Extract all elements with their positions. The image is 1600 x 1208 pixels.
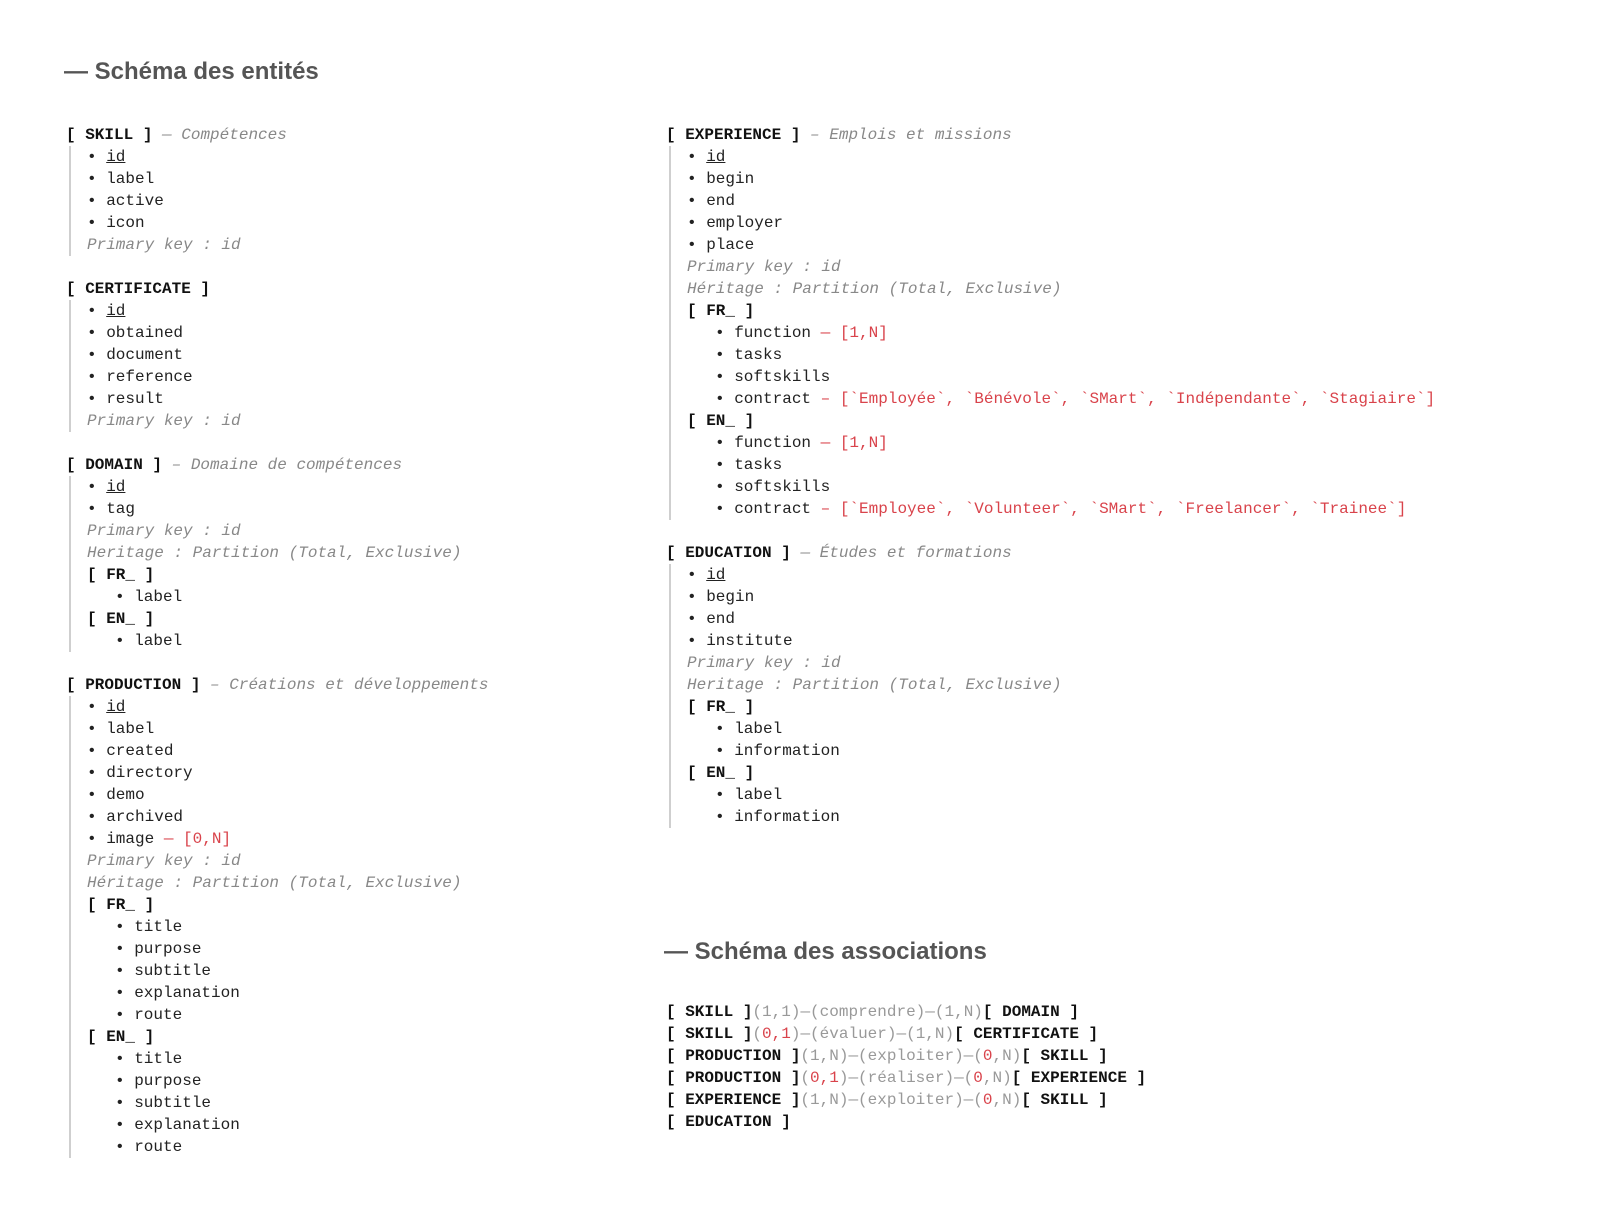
entity-meta: Primary key : id (687, 258, 841, 276)
sub-entity-name: EN_ (706, 764, 736, 782)
bracket-open: [ (87, 610, 107, 628)
field-name: institute (706, 632, 793, 650)
bracket-close: ] (735, 698, 755, 716)
entity-block (66, 278, 626, 432)
association-right-entity: [ SKILL ] (1021, 1047, 1108, 1065)
field-constraint: — [1,N] (820, 434, 888, 452)
field-row: • tasks (715, 456, 783, 474)
bracket-open: [ (666, 126, 686, 144)
bracket-close: ] (190, 280, 211, 298)
association-left-cardinality: (1,N) (800, 1091, 849, 1109)
cardinality-min: 0 (982, 1047, 993, 1065)
field-row: • subtitle (115, 1094, 212, 1112)
entity-name: EDUCATION (685, 544, 772, 562)
association-row (666, 1067, 1566, 1089)
field-row: • label (87, 170, 155, 188)
bracket-close: ] (133, 126, 153, 144)
entity-meta: Héritage : Partition (Total, Exclusive) (87, 874, 462, 892)
association-right-cardinality: (0,N) (973, 1047, 1022, 1065)
bracket-open: [ (687, 412, 707, 430)
field-row: • explanation (115, 1116, 240, 1134)
association-left-entity: [ EXPERIENCE ] (666, 1091, 801, 1109)
association-left-entity: [ SKILL ] (666, 1003, 753, 1021)
field-name: contract (734, 500, 812, 518)
association-left-entity: [ PRODUCTION ] (666, 1069, 801, 1087)
field-row: • title (115, 918, 183, 936)
field-row: • institute (687, 632, 793, 650)
entity-name: CERTIFICATE (85, 280, 191, 298)
field-name: obtained (106, 324, 184, 342)
entity-description: — Compétences (162, 126, 287, 144)
field-name: label (106, 720, 155, 738)
field-name: contract (734, 390, 812, 408)
primary-key-field: id (706, 566, 726, 584)
entity-meta: Primary key : id (87, 236, 241, 254)
entity-body (669, 146, 1586, 520)
sub-entity-header (687, 696, 1586, 718)
bracket-close: ] (135, 566, 155, 584)
bracket-open: [ (687, 302, 707, 320)
primary-key-field: id (106, 302, 126, 320)
field-row: • place (687, 236, 755, 254)
field-name: document (106, 346, 184, 364)
cardinality-value: 1,N (810, 1091, 839, 1109)
association-right-cardinality: (0,N) (963, 1069, 1012, 1087)
field-name: created (106, 742, 174, 760)
bracket-open: [ (66, 456, 86, 474)
bracket-open: [ (66, 676, 86, 694)
entity-meta: Heritage : Partition (Total, Exclusive) (87, 544, 462, 562)
field-row: • id (687, 566, 726, 584)
field-row: • label (715, 720, 783, 738)
bracket-close: ] (781, 126, 801, 144)
entity-body (69, 696, 626, 1158)
field-name: begin (706, 588, 755, 606)
sub-entity-name: EN_ (106, 610, 136, 628)
sub-entity-header (87, 894, 626, 916)
field-name: image (106, 830, 155, 848)
bracket-close: ] (142, 456, 163, 474)
field-name: softskills (734, 478, 831, 496)
field-name: route (134, 1138, 183, 1156)
sub-entity-name: FR_ (106, 896, 136, 914)
entity-meta: Heritage : Partition (Total, Exclusive) (687, 676, 1062, 694)
field-name: title (134, 1050, 183, 1068)
association-right-cardinality: (1,N) (934, 1003, 983, 1021)
association-row (666, 1111, 1566, 1133)
field-row: • id (87, 698, 126, 716)
field-name: tag (106, 500, 136, 518)
entities-left-column (66, 124, 626, 1180)
field-name: purpose (134, 1072, 202, 1090)
field-row: • id (87, 148, 126, 166)
field-row: • tasks (715, 346, 783, 364)
field-row: • function — [1,N] (715, 324, 888, 342)
field-row: • information (715, 742, 840, 760)
cardinality-min: 0 (982, 1091, 993, 1109)
entity-meta: Primary key : id (687, 654, 841, 672)
bracket-close: ] (181, 676, 201, 694)
bracket-close: ] (735, 302, 755, 320)
association-verb: —(évaluer)— (800, 1025, 907, 1043)
association-right-entity: [ EXPERIENCE ] (1011, 1069, 1147, 1087)
association-verb: —(exploiter)— (848, 1091, 974, 1109)
field-row: • id (87, 302, 126, 320)
field-name: end (706, 192, 736, 210)
field-row: • contract – [`Employée`, `Bénévole`, `SMart`, `Indépendante`, `Stagiaire`] (715, 390, 1436, 408)
sub-entity-header (87, 608, 626, 630)
sub-entity-header (687, 410, 1586, 432)
entity-block (666, 542, 1586, 828)
primary-key-field: id (706, 148, 726, 166)
field-row: • information (715, 808, 840, 826)
field-name: information (734, 808, 840, 826)
entity-body (69, 146, 626, 256)
entity-meta: Primary key : id (87, 852, 241, 870)
cardinality-value: 0,1 (810, 1069, 839, 1087)
field-name: tasks (734, 456, 783, 474)
field-name: softskills (734, 368, 831, 386)
association-right-cardinality: (1,N) (906, 1025, 955, 1043)
entity-body (669, 564, 1586, 828)
field-name: label (734, 786, 783, 804)
cardinality-min: 0 (973, 1069, 983, 1087)
entity-description: – Créations et développements (210, 676, 489, 694)
association-right-cardinality: (0,N) (973, 1091, 1022, 1109)
field-name: label (134, 588, 183, 606)
primary-key-field: id (106, 478, 126, 496)
field-row: • created (87, 742, 174, 760)
sub-entity-name: EN_ (706, 412, 736, 430)
field-name: function (734, 324, 812, 342)
bracket-open: [ (87, 566, 107, 584)
entity-name: SKILL (85, 126, 134, 144)
field-row: • archived (87, 808, 184, 826)
bracket-open: [ (687, 698, 707, 716)
entity-block (666, 124, 1586, 520)
entity-name: DOMAIN (85, 456, 143, 474)
sub-entity-header (87, 1026, 626, 1048)
sub-entity-header (687, 300, 1586, 322)
association-row (666, 1045, 1566, 1067)
bracket-open: [ (687, 764, 707, 782)
field-row: • tag (87, 500, 136, 518)
field-name: label (734, 720, 783, 738)
entity-description: – Emplois et missions (810, 126, 1012, 144)
field-name: employer (706, 214, 784, 232)
association-verb: —(exploiter)— (848, 1047, 974, 1065)
field-name: result (106, 390, 164, 408)
association-row (666, 1001, 1566, 1023)
field-row: • softskills (715, 368, 831, 386)
field-row: • route (115, 1138, 183, 1156)
entity-header (66, 674, 626, 696)
association-left-cardinality: (1,1) (752, 1003, 801, 1021)
field-constraint: – [`Employée`, `Bénévole`, `SMart`, `Indépendante`, `Stagiaire`] (820, 390, 1436, 408)
field-row: • end (687, 192, 736, 210)
field-name: title (134, 918, 183, 936)
entity-meta: Primary key : id (87, 412, 241, 430)
bracket-close: ] (135, 896, 155, 914)
field-name: purpose (134, 940, 202, 958)
field-row: • function — [1,N] (715, 434, 888, 452)
entity-description: — Études et formations (800, 544, 1012, 562)
association-right-entity: [ DOMAIN ] (982, 1003, 1079, 1021)
sub-entity-name: FR_ (706, 698, 736, 716)
cardinality-value: 0,1 (762, 1025, 791, 1043)
sub-entity-name: EN_ (106, 1028, 136, 1046)
field-name: explanation (134, 1116, 240, 1134)
association-verb: —(réaliser)— (848, 1069, 964, 1087)
entity-header (666, 542, 1586, 564)
primary-key-field: id (106, 698, 126, 716)
field-row: • id (87, 478, 126, 496)
bracket-close: ] (135, 610, 155, 628)
entity-block (66, 674, 626, 1158)
field-name: subtitle (134, 1094, 212, 1112)
field-row: • begin (687, 588, 755, 606)
field-row: • explanation (115, 984, 240, 1002)
field-row: • label (87, 720, 155, 738)
field-row: • demo (87, 786, 145, 804)
entity-body (69, 476, 626, 652)
field-name: place (706, 236, 755, 254)
field-name: archived (106, 808, 184, 826)
field-row: • begin (687, 170, 755, 188)
bracket-open: [ (87, 896, 107, 914)
cardinality-min: 1 (915, 1025, 926, 1043)
field-name: information (734, 742, 840, 760)
association-left-cardinality: (0,1) (752, 1025, 801, 1043)
entity-name: EXPERIENCE (685, 126, 782, 144)
field-name: label (106, 170, 155, 188)
entities-right-column (666, 124, 1586, 850)
entity-meta: Héritage : Partition (Total, Exclusive) (687, 280, 1062, 298)
entity-header (66, 454, 626, 476)
field-row: • softskills (715, 478, 831, 496)
field-row: • subtitle (115, 962, 212, 980)
entity-header (66, 278, 626, 300)
bracket-open: [ (66, 280, 86, 298)
bracket-close: ] (735, 412, 755, 430)
entity-description: – Domaine de compétences (171, 456, 403, 474)
field-name: active (106, 192, 164, 210)
field-row: • icon (87, 214, 145, 232)
sub-entity-name: FR_ (706, 302, 736, 320)
field-name: tasks (734, 346, 783, 364)
field-row: • image — [0,N] (87, 830, 232, 848)
primary-key-field: id (106, 148, 126, 166)
entity-meta: Primary key : id (87, 522, 241, 540)
field-name: directory (106, 764, 193, 782)
sub-entity-name: FR_ (106, 566, 136, 584)
field-name: reference (106, 368, 193, 386)
field-name: begin (706, 170, 755, 188)
bracket-close: ] (771, 544, 791, 562)
field-name: route (134, 1006, 183, 1024)
field-constraint: — [1,N] (820, 324, 888, 342)
association-left-cardinality: (1,N) (800, 1047, 849, 1065)
field-name: function (734, 434, 812, 452)
field-row: • purpose (115, 1072, 202, 1090)
entity-block (66, 454, 626, 652)
field-name: end (706, 610, 736, 628)
association-right-entity: [ SKILL ] (1021, 1091, 1108, 1109)
bracket-close: ] (735, 764, 755, 782)
field-row: • label (115, 588, 183, 606)
cardinality-value: 1,1 (762, 1003, 791, 1021)
bracket-open: [ (666, 544, 686, 562)
field-name: icon (106, 214, 145, 232)
entity-block (66, 124, 626, 256)
entity-body (69, 300, 626, 432)
field-row: • contract – [`Employee`, `Volunteer`, `SMart`, `Freelancer`, `Trainee`] (715, 500, 1407, 518)
cardinality-min: 1 (944, 1003, 955, 1021)
bracket-close: ] (135, 1028, 155, 1046)
field-row: • reference (87, 368, 193, 386)
sub-entity-header (87, 564, 626, 586)
field-row: • title (115, 1050, 183, 1068)
field-name: explanation (134, 984, 240, 1002)
field-row: • employer (687, 214, 784, 232)
entity-header (666, 124, 1586, 146)
entity-name: PRODUCTION (85, 676, 182, 694)
association-left-entity: [ PRODUCTION ] (666, 1047, 801, 1065)
association-verb: —(comprendre)— (800, 1003, 935, 1021)
field-constraint: – [`Employee`, `Volunteer`, `SMart`, `Freelancer`, `Trainee`] (820, 500, 1407, 518)
field-row: • result (87, 390, 164, 408)
field-row: • directory (87, 764, 193, 782)
association-left-cardinality: (0,1) (800, 1069, 849, 1087)
association-left-entity: [ EDUCATION ] (666, 1113, 791, 1131)
bracket-open: [ (66, 126, 86, 144)
association-right-entity: [ CERTIFICATE ] (954, 1025, 1099, 1043)
entities-section-title: — Schéma des entités (64, 58, 319, 85)
field-row: • document (87, 346, 184, 364)
field-name: label (134, 632, 183, 650)
field-constraint: — [0,N] (163, 830, 232, 848)
field-row: • id (687, 148, 726, 166)
field-name: demo (106, 786, 145, 804)
bracket-open: [ (87, 1028, 107, 1046)
field-row: • label (715, 786, 783, 804)
cardinality-value: 1,N (810, 1047, 839, 1065)
entity-header (66, 124, 626, 146)
field-row: • purpose (115, 940, 202, 958)
field-row: • end (687, 610, 736, 628)
field-row: • route (115, 1006, 183, 1024)
field-name: subtitle (134, 962, 212, 980)
sub-entity-header (687, 762, 1586, 784)
field-row: • obtained (87, 324, 184, 342)
association-row (666, 1089, 1566, 1111)
associations-list (666, 1001, 1566, 1133)
association-row (666, 1023, 1566, 1045)
field-row: • label (115, 632, 183, 650)
association-left-entity: [ SKILL ] (666, 1025, 753, 1043)
associations-section-title: — Schéma des associations (664, 938, 987, 965)
field-row: • active (87, 192, 164, 210)
